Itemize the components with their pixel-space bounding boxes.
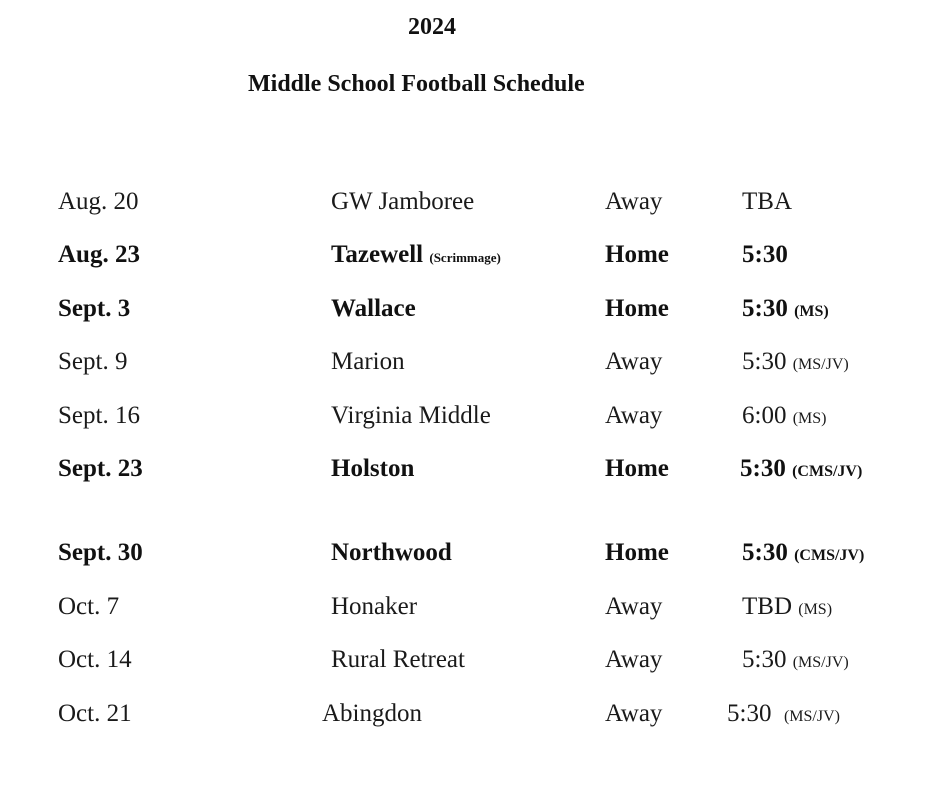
location-text: Home <box>605 455 669 482</box>
time-note: (MS) <box>798 601 833 618</box>
game-date <box>58 347 127 377</box>
time-text: 5:30 <box>742 241 788 268</box>
game-date <box>58 538 143 568</box>
time-note: (MS) <box>794 303 829 320</box>
game-location <box>605 645 662 675</box>
game-time <box>742 347 849 380</box>
game-date-text: Aug. 20 <box>58 188 139 215</box>
opponent-name: Holston <box>331 455 415 482</box>
opponent-name: Wallace <box>331 295 416 322</box>
time-note: (MS/JV) <box>783 708 840 725</box>
game-date <box>58 401 140 431</box>
location-text: Away <box>605 348 663 375</box>
opponent-name: GW Jamboree <box>331 188 475 215</box>
game-opponent <box>331 645 465 675</box>
opponent-note: (Scrimmage) <box>429 250 501 265</box>
location-text: Away <box>605 646 663 673</box>
game-opponent <box>331 454 414 484</box>
game-time <box>742 592 832 625</box>
game-location <box>605 538 669 568</box>
location-text: Home <box>605 241 669 268</box>
location-text: Home <box>605 539 669 566</box>
opponent-name: Rural Retreat <box>331 646 465 673</box>
time-text: 5:30 <box>742 348 787 375</box>
opponent-name: Abingdon <box>322 700 422 727</box>
game-date-text: Aug. 23 <box>58 241 140 268</box>
game-date-text: Sept. 3 <box>58 295 131 322</box>
game-date <box>58 699 132 729</box>
time-text: TBA <box>742 188 792 215</box>
game-opponent <box>331 347 405 377</box>
time-text: TBD <box>742 593 792 620</box>
opponent-name: Northwood <box>331 539 452 566</box>
game-time <box>742 538 864 571</box>
game-location <box>605 187 662 217</box>
location-text: Away <box>605 188 663 215</box>
time-text: 5:30 <box>740 455 786 482</box>
game-date <box>58 454 143 484</box>
game-date <box>58 592 119 622</box>
time-text: 5:30 <box>727 700 772 727</box>
schedule-title: Middle School Football Schedule <box>248 71 585 97</box>
game-location <box>605 592 662 622</box>
game-location <box>605 347 662 377</box>
game-location <box>605 454 669 484</box>
game-opponent <box>331 240 501 273</box>
opponent-name: Tazewell <box>331 241 424 268</box>
game-time <box>742 401 826 434</box>
time-note: (CMS/JV) <box>794 547 865 564</box>
game-time <box>740 454 862 487</box>
game-time <box>742 187 792 217</box>
game-date <box>58 294 130 324</box>
time-text: 6:00 <box>742 402 787 429</box>
game-time <box>742 294 829 327</box>
game-location <box>605 240 669 270</box>
location-text: Home <box>605 295 669 322</box>
game-date-text: Oct. 7 <box>58 593 120 620</box>
time-text: 5:30 <box>742 539 788 566</box>
game-location <box>605 401 662 431</box>
game-date-text: Sept. 30 <box>58 539 143 566</box>
time-note: (MS) <box>792 410 827 427</box>
game-opponent <box>331 187 474 217</box>
location-text: Away <box>605 700 663 727</box>
location-text: Away <box>605 402 663 429</box>
time-note: (MS/JV) <box>792 654 849 671</box>
game-date-text: Sept. 9 <box>58 348 128 375</box>
game-opponent <box>331 538 452 568</box>
game-opponent <box>331 294 416 324</box>
game-opponent <box>331 592 417 622</box>
opponent-name: Marion <box>331 348 405 375</box>
opponent-name: Honaker <box>331 593 418 620</box>
game-date <box>58 240 140 270</box>
game-time <box>742 240 788 270</box>
game-time <box>742 645 849 678</box>
game-time <box>727 699 840 732</box>
opponent-name: Virginia Middle <box>331 402 491 429</box>
game-date-text: Sept. 23 <box>58 455 143 482</box>
game-location <box>605 699 662 729</box>
game-opponent <box>331 401 491 431</box>
game-location <box>605 294 669 324</box>
game-date-text: Oct. 21 <box>58 700 132 727</box>
game-date <box>58 645 132 675</box>
time-text: 5:30 <box>742 295 788 322</box>
time-note: (MS/JV) <box>792 356 849 373</box>
location-text: Away <box>605 593 663 620</box>
schedule-year: 2024 <box>408 14 456 40</box>
game-date-text: Sept. 16 <box>58 402 140 429</box>
game-opponent <box>322 699 422 729</box>
game-date <box>58 187 139 217</box>
time-note: (CMS/JV) <box>792 463 863 480</box>
game-date-text: Oct. 14 <box>58 646 132 673</box>
time-text: 5:30 <box>742 646 787 673</box>
